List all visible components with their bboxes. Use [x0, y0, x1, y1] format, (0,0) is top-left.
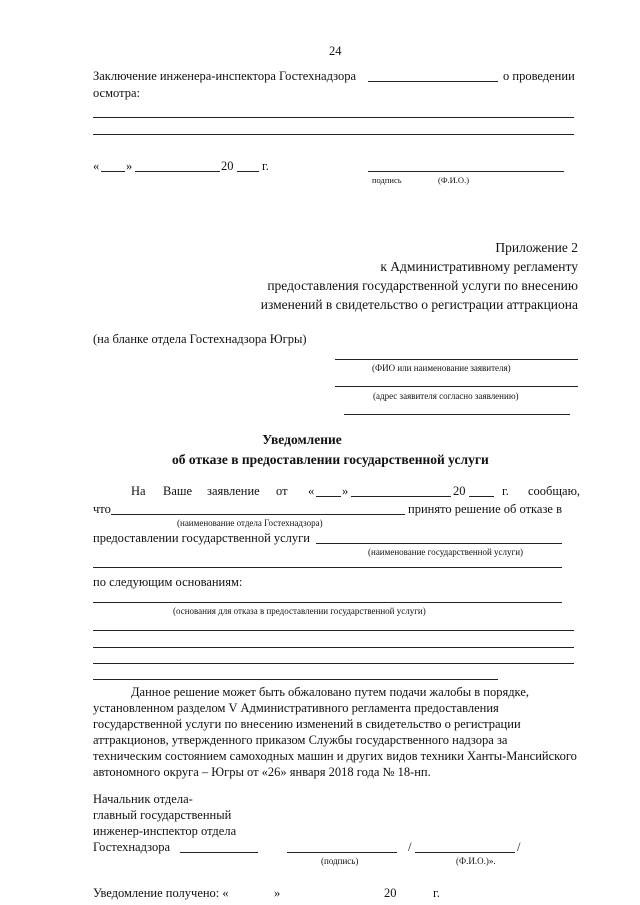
- signatory-line2: главный государственный: [93, 808, 232, 822]
- signatory-line3: инженер-инспектор отдела: [93, 824, 237, 838]
- slash-close: /: [517, 840, 521, 854]
- appeal-line2: установленном разделом V Административного регламента предоставления: [93, 701, 499, 715]
- appendix-line4: изменений в свидетельство о регистрации аттракциона: [260, 297, 578, 312]
- date-quote-close: »: [126, 159, 133, 173]
- conclusion-line2: осмотра:: [93, 86, 140, 100]
- caption-signatory-fio: (Ф.И.О.)».: [456, 856, 496, 866]
- page-number: 24: [329, 44, 342, 58]
- date-quote-open: «: [93, 159, 100, 173]
- app-date-year-line[interactable]: [469, 496, 494, 497]
- appendix-line1: Приложение 2: [495, 240, 578, 255]
- signatory-extra-line[interactable]: [180, 852, 258, 853]
- conclusion-line-1[interactable]: [93, 117, 574, 118]
- date-year-suffix: г.: [262, 159, 269, 173]
- received-year: 20: [384, 886, 397, 900]
- appendix-line2: к Административному регламенту: [380, 259, 578, 274]
- p1-word-zayavlenie: заявление: [207, 484, 260, 498]
- appeal-line3: государственной услуги по внесению изменений в свидетельство о регистрации: [93, 717, 521, 731]
- applicant-address-line-2[interactable]: [344, 414, 570, 415]
- appeal-line5: техническим состоянием самоходных машин и других видов техники Ханты-Мансийского: [93, 749, 577, 763]
- signatory-line4: Гостехнадзора: [93, 840, 170, 854]
- p1-word-vashe: Ваше: [163, 484, 193, 498]
- received-label: Уведомление получено: «: [93, 886, 229, 900]
- conclusion-line-2[interactable]: [93, 134, 574, 135]
- p3-service: предоставлении государственной услуги: [93, 531, 310, 545]
- grounds-line-2[interactable]: [93, 630, 574, 631]
- slash-open: /: [408, 840, 412, 854]
- date-year-line[interactable]: [237, 171, 259, 172]
- inspector-name-line[interactable]: [368, 81, 498, 82]
- p1-g: г.: [502, 484, 509, 498]
- app-date-month-line[interactable]: [351, 496, 451, 497]
- p1-quote-open: «: [308, 484, 315, 498]
- date-month-line[interactable]: [135, 171, 220, 172]
- received-g: г.: [433, 886, 440, 900]
- signatory-line1: Начальник отдела-: [93, 792, 193, 806]
- caption-applicant-address: (адрес заявителя согласно заявлению): [373, 391, 519, 401]
- app-date-day-line[interactable]: [316, 496, 341, 497]
- caption-applicant-name: (ФИО или наименование заявителя): [372, 363, 511, 373]
- signature-line[interactable]: [368, 171, 564, 172]
- conclusion-tail: о проведении: [503, 69, 575, 83]
- date-day-line[interactable]: [101, 171, 125, 172]
- blank-note: (на бланке отдела Гостехнадзора Югры): [93, 332, 307, 346]
- date-year: 20: [221, 159, 234, 173]
- p4-grounds: по следующим основаниям:: [93, 575, 243, 589]
- dept-name-line[interactable]: [111, 514, 405, 515]
- caption-signatory-sign: (подпись): [321, 856, 359, 866]
- caption-fio: (Ф.И.О.): [438, 175, 470, 185]
- document-title: Уведомление: [262, 432, 342, 447]
- grounds-line-4[interactable]: [93, 663, 574, 664]
- appendix-line3: предоставления государственной услуги по внесению: [267, 278, 578, 293]
- grounds-line-1[interactable]: [93, 602, 562, 603]
- caption-grounds: (основания для отказа в предоставлении государственной услуги): [173, 606, 426, 616]
- signatory-fio-line[interactable]: [415, 852, 515, 853]
- applicant-name-line[interactable]: [335, 359, 578, 360]
- p2-chto: что: [93, 502, 111, 516]
- received-quote-close: »: [274, 886, 281, 900]
- conclusion-label: Заключение инженера-инспектора Гостехнадзора: [93, 69, 357, 83]
- p1-quote-close: »: [342, 484, 349, 498]
- appeal-line6: автономного округа – Югры от «26» января 2018 года № 18-нп.: [93, 765, 431, 779]
- p1-word-ot: от: [276, 484, 288, 498]
- caption-service: (наименование государственной услуги): [368, 547, 524, 557]
- document-subtitle: об отказе в предоставлении государственной услуги: [172, 452, 489, 467]
- p2-decision: принято решение об отказе в: [408, 502, 562, 516]
- grounds-line-5[interactable]: [93, 679, 498, 680]
- service-name-line[interactable]: [316, 543, 562, 544]
- grounds-line-3[interactable]: [93, 647, 574, 648]
- service-name-line-2[interactable]: [93, 567, 562, 568]
- applicant-address-line[interactable]: [335, 386, 578, 387]
- caption-dept: (наименование отдела Гостехнадзора): [177, 518, 323, 528]
- p1-soobshchayu: сообщаю,: [528, 484, 581, 498]
- caption-signature: подпись: [372, 175, 402, 185]
- p1-word-na: На: [131, 484, 146, 498]
- signatory-signature-line[interactable]: [287, 852, 397, 853]
- p1-year: 20: [453, 484, 466, 498]
- appeal-line4: аттракционов, утвержденного приказом Службы государственного надзора за: [93, 733, 508, 747]
- appeal-line1: Данное решение может быть обжаловано путем подачи жалобы в порядке,: [131, 685, 529, 699]
